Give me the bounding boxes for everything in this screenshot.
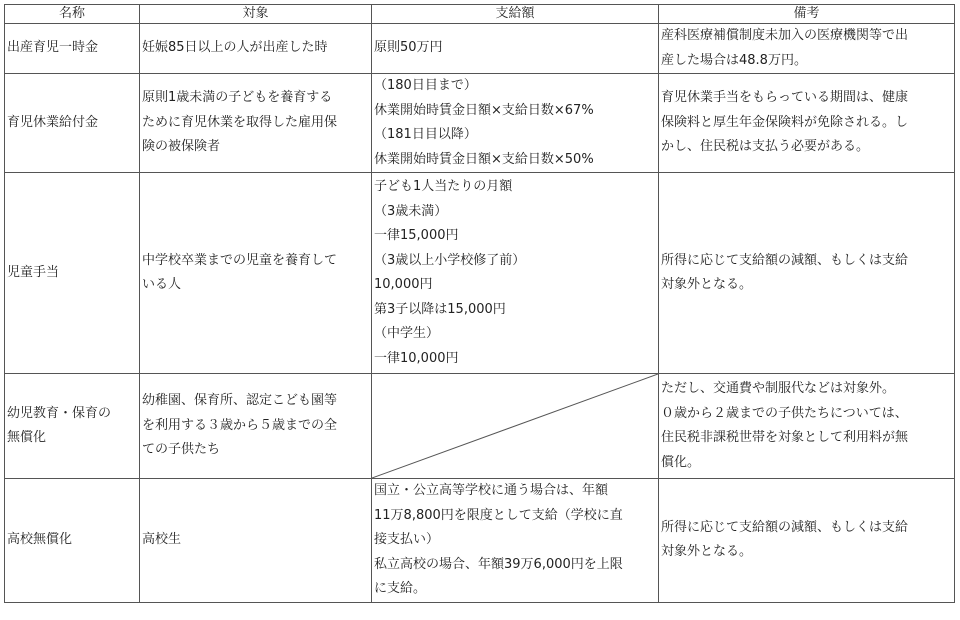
cell-line: 原則50万円 [374,40,443,56]
cell-amount [372,24,659,74]
cell-amount [372,74,659,173]
cell-line: （181日目以降） [374,127,477,142]
cell-line: 高校無償化 [7,532,73,547]
cell-line: （3歳以上小学校修了前） [374,252,526,268]
cell-line: 子ども1人当たりの月額 [374,179,513,194]
cell-amount [372,173,659,374]
cell-line: 険の被保険者 [142,139,221,155]
cell-line: 出産育児一時金 [7,40,99,56]
cell-line: 所得に応じて支給額の減額、もしくは支給 [661,519,909,535]
diagonal-slash [372,374,658,478]
cell-line: （3歳未満） [374,203,448,219]
cell-line: 休業開始時賃金日額×支給日数×50% [374,151,594,167]
cell-line: 対象外となる。 [661,544,753,560]
cell-line: 産した場合は48.8万円。 [661,52,807,68]
header-note: 備考 [659,5,955,24]
cell-line: を利用する３歳から５歳までの全 [142,417,338,433]
cell-line: 所得に応じて支給額の減額、もしくは支給 [661,252,909,268]
cell-line: ために育児休業を取得した雇用保 [142,114,338,130]
cell-name [5,24,140,74]
header-name: 名称 [5,5,140,24]
table-row [5,479,955,603]
cell-name [5,173,140,374]
cell-line: 妊娠85日以上の人が出産した時 [142,40,328,56]
cell-amount-empty [372,374,659,479]
cell-line: 住民税非課税世帯を対象として利用料が無 [661,430,909,445]
cell-note [659,479,955,603]
cell-line: ０歳から２歳までの子供たちについては、 [661,405,908,421]
header-target: 対象 [140,5,372,24]
cell-line: 対象外となる。 [661,277,753,292]
cell-line: 児童手当 [7,264,60,280]
cell-line: ての子供たち [142,442,221,458]
cell-line: 幼児教育・保育の [7,405,112,421]
cell-line: 産科医療補償制度未加入の医療機関等で出 [661,28,909,43]
cell-amount [372,479,659,603]
cell-name [5,374,140,479]
cell-line: 私立高校の場合、年額39万6,000円を上限 [374,556,623,572]
cell-line: 11万8,800円を限度として支給（学校に直 [374,507,623,523]
cell-line: 無償化 [7,430,47,445]
header-amount: 支給額 [372,5,659,24]
cell-note [659,24,955,74]
cell-line: 高校生 [142,532,182,547]
cell-target [140,479,372,603]
cell-target [140,374,372,479]
cell-name [5,479,140,603]
cell-line: 幼稚園、保育所、認定こども園等 [142,393,338,409]
cell-line: 中学校卒業までの児童を養育して [142,252,338,268]
cell-name [5,74,140,173]
cell-line: 保険料と厚生年金保険料が免除される。し [661,114,909,130]
table-row [5,74,955,173]
cell-line: に支給。 [374,581,427,596]
cell-line: かし、住民税は支払う必要がある。 [661,139,870,155]
cell-line: （中学生） [374,326,440,341]
table-row [5,24,955,74]
cell-line: 10,000円 [374,277,433,292]
cell-line: 一律15,000円 [374,228,459,243]
cell-line: 一律10,000円 [374,350,459,366]
cell-target [140,74,372,173]
table-row [5,374,955,479]
header-row [5,5,955,24]
table-row [5,173,955,374]
cell-line: 休業開始時賃金日額×支給日数×67% [374,102,594,118]
cell-note [659,374,955,479]
cell-note [659,173,955,374]
cell-line: 接支払い） [374,532,440,547]
cell-line: 育児休業手当をもらっている期間は、健康 [661,90,909,106]
cell-line: （180日目まで） [374,78,477,93]
cell-line: 国立・公立高等学校に通う場合は、年額 [374,483,609,498]
cell-target [140,173,372,374]
cell-line: 育児休業給付金 [7,114,99,130]
cell-line: 原則1歳未満の子どもを養育する [142,90,333,106]
cell-line: 第3子以降は15,000円 [374,301,506,317]
cell-line: いる人 [142,277,182,292]
cell-target [140,24,372,74]
cell-line: ただし、交通費や制服代などは対象外。 [661,381,896,396]
cell-line: 償化。 [661,454,701,470]
cell-note [659,74,955,173]
benefits-table [4,4,955,603]
